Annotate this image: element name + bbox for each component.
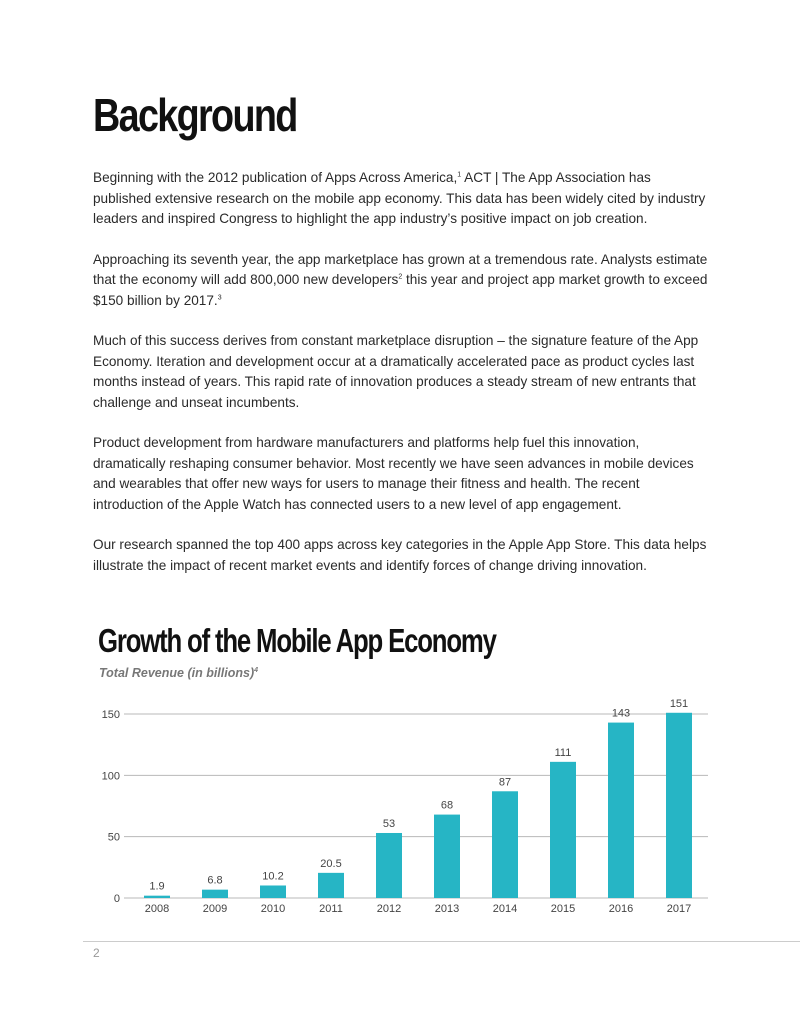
data-label: 6.8	[207, 874, 223, 887]
chart-title: Growth of the Mobile App Economy	[98, 622, 496, 659]
bar-2011	[318, 873, 344, 898]
data-label: 151	[669, 697, 689, 710]
data-label: 10.2	[262, 870, 284, 883]
y-tick-label: 150	[101, 709, 120, 721]
footnote-ref-1[interactable]: 1	[457, 171, 462, 179]
bar-2009	[202, 890, 228, 898]
data-label: 1.9	[149, 880, 165, 893]
y-tick-label: 100	[101, 770, 120, 783]
bar-2012	[376, 833, 402, 898]
data-label: 20.5	[320, 857, 342, 870]
data-label: 53	[382, 817, 396, 830]
x-tick-label: 2012	[376, 903, 402, 915]
y-tick-label: 0	[113, 893, 120, 905]
bar-2016	[608, 723, 634, 898]
footnote-ref-4[interactable]: 4	[254, 666, 259, 674]
y-tick-label: 50	[107, 831, 120, 844]
x-tick-label: 2017	[666, 903, 692, 915]
paragraph-4: Product development from hardware manufacturers and platforms help fuel this innovation, dramatically reshaping consumer behavior. Most recently we have seen advances in mobile devices and wearables that offer new ways for users to manage their fitness and health. The recent introduction of the Apple Watch has connected users to a new level of app engagement.	[93, 435, 694, 512]
bar-2013	[434, 815, 460, 898]
bar-2008	[144, 896, 170, 898]
bar-2017	[666, 713, 692, 898]
footnote-ref-2[interactable]: 2	[398, 273, 403, 281]
x-tick-label: 2010	[260, 903, 286, 915]
paragraph-3: Much of this success derives from constant marketplace disruption – the signature feature of the App Economy. Iteration and development occur at a dramatically accelerated pace as product cycles last months instead of years. This rapid rate of innovation produces a steady stream of new entrants that challenge and unseat incumbents.	[93, 333, 699, 410]
page-number: 2	[93, 946, 100, 960]
paragraph-2: Approaching its seventh year, the app marketplace has grown at a tremendous rate. Analysts estimate that the economy will add 800,000 new developers$^2$ this year and project app market growth to exceed $150 billion by 2017.$^3$	[93, 251, 708, 308]
body-text	[93, 168, 708, 596]
data-label: 68	[440, 799, 454, 812]
revenue-bar-chart	[0, 690, 800, 920]
paragraph-5: Our research spanned the top 400 apps across key categories in the Apple App Store. This data helps illustrate the impact of recent market events and identify forces of change driving innovation.	[93, 537, 707, 573]
x-tick-label: 2009	[202, 903, 228, 915]
x-tick-label: 2011	[319, 903, 343, 915]
x-tick-label: 2013	[434, 903, 460, 915]
x-tick-label: 2014	[492, 903, 518, 915]
x-tick-label: 2008	[144, 903, 170, 915]
data-label: 111	[554, 746, 572, 759]
data-label: 143	[611, 707, 631, 720]
footer-divider	[83, 941, 800, 942]
bar-2014	[492, 791, 518, 898]
page-heading: Background	[93, 89, 297, 141]
x-tick-label: 2016	[608, 903, 634, 915]
paragraph-1: Beginning with the 2012 publication of Apps Across America,$^1$ ACT | The App Association has published extensive research on the mobile app economy. This data has been widely cited by industry leaders and inspired Congress to highlight the app industry’s positive impact on job creation.	[93, 170, 706, 226]
data-label: 87	[498, 776, 512, 789]
x-tick-label: 2015	[550, 903, 576, 915]
bar-2010	[260, 885, 286, 898]
bar-2015	[550, 762, 576, 898]
chart-subtitle: Total Revenue (in billions)$^4$	[99, 666, 259, 680]
footnote-ref-3[interactable]: 3	[217, 293, 222, 301]
